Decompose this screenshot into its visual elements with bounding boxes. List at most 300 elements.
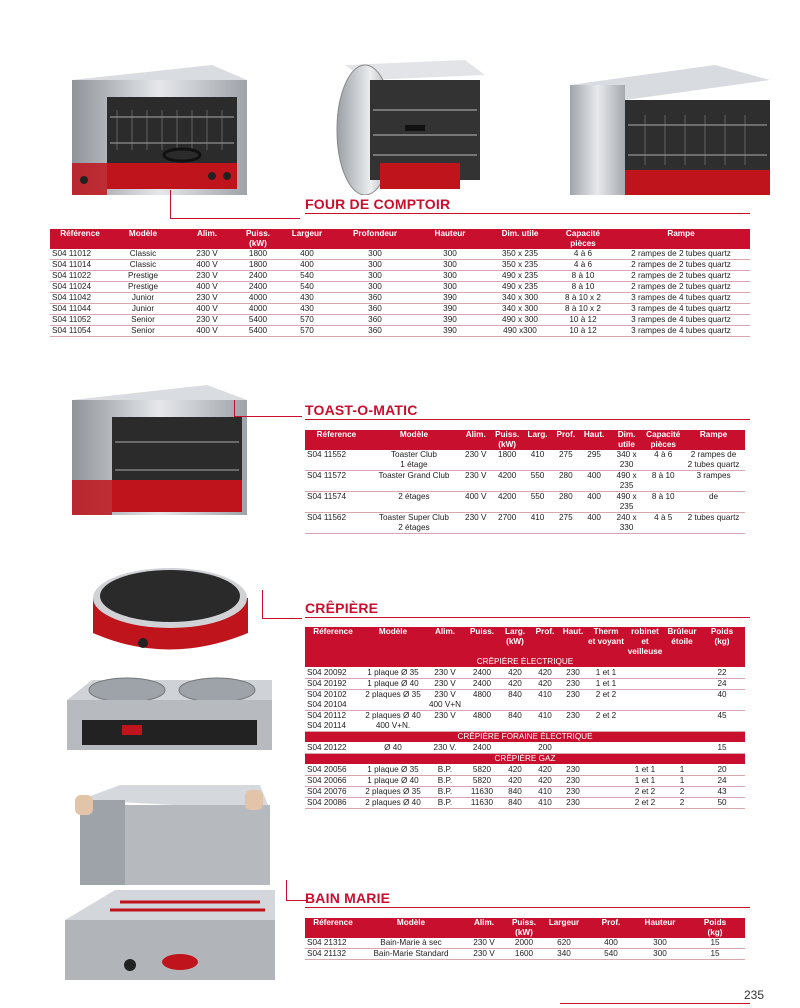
table-row xyxy=(50,293,750,304)
table-cell: 5820 xyxy=(465,765,499,776)
table-cell: 24 xyxy=(699,776,745,787)
table-cell: 4 à 5 xyxy=(644,513,682,534)
table-cell: 3 rampes de 4 tubes quartz xyxy=(612,326,750,337)
table-cell: 8 à 10 xyxy=(644,492,682,513)
table-cell: S04 20192 xyxy=(305,679,361,690)
table-cell: 2 xyxy=(665,787,699,798)
table-cell: 2400 xyxy=(238,282,278,293)
column-header: Modèle xyxy=(110,229,176,249)
table-cell: 230 xyxy=(559,690,587,711)
column-header: Puiss. (kW) xyxy=(491,430,522,450)
column-header: Poids (kg) xyxy=(685,918,745,938)
table-cell: 275 xyxy=(552,513,579,534)
table-cell: 15 xyxy=(685,938,745,949)
table-cell xyxy=(665,668,699,679)
table-cell: S04 20066 xyxy=(305,776,361,787)
table-cell: 230 xyxy=(559,679,587,690)
column-header: Réference xyxy=(305,430,368,450)
table-row xyxy=(305,798,745,809)
table-cell: 400 xyxy=(278,260,336,271)
table-cell: 230 xyxy=(559,711,587,732)
table-cell: 230 V xyxy=(176,271,238,282)
table-cell: 300 xyxy=(635,938,685,949)
table-cell: 230 xyxy=(559,787,587,798)
table-cell: S04 11054 xyxy=(50,326,110,337)
subgroup-label: CRÊPIÈRE ÉLECTRIQUE xyxy=(305,657,745,668)
table-cell: 10 à 12 xyxy=(554,326,612,337)
table-cell: 10 à 12 xyxy=(554,315,612,326)
table-cell: 2 plaques Ø 40 xyxy=(361,798,425,809)
table-cell xyxy=(559,743,587,754)
table-cell: 1 plaque Ø 40 xyxy=(361,679,425,690)
bain-callout-horizontal xyxy=(286,900,306,901)
column-header: Larg. (kW) xyxy=(499,627,531,657)
table-cell: 350 x 235 xyxy=(486,249,554,260)
table-row xyxy=(305,679,745,690)
table-cell: 230 V xyxy=(460,471,491,492)
toast-callout-vertical xyxy=(234,400,235,416)
table-cell: 3 rampes de 4 tubes quartz xyxy=(612,293,750,304)
table-cell: 4800 xyxy=(465,690,499,711)
table-cell: 1 xyxy=(665,765,699,776)
table-cell: 570 xyxy=(278,326,336,337)
table-cell: 230 V xyxy=(425,679,465,690)
table-row xyxy=(50,326,750,337)
table-cell: 11630 xyxy=(465,787,499,798)
table-cell: de xyxy=(682,492,745,513)
table-cell: 340 x 300 xyxy=(486,304,554,315)
table-row xyxy=(50,271,750,282)
table-cell: B.P. xyxy=(425,776,465,787)
column-header: Prof. xyxy=(531,627,559,657)
table-cell: S04 21132 xyxy=(305,949,361,960)
column-header: Puiss. (kW) xyxy=(507,918,541,938)
table-cell: 840 xyxy=(499,690,531,711)
table-cell: 8 à 10 x 2 xyxy=(554,304,612,315)
table-cell: 2400 xyxy=(465,668,499,679)
table-cell: 840 xyxy=(499,711,531,732)
table-row xyxy=(305,776,745,787)
table-cell: Junior xyxy=(110,304,176,315)
table-cell: 275 xyxy=(552,450,579,471)
table-cell: B.P. xyxy=(425,765,465,776)
table-cell: 400 xyxy=(587,938,635,949)
table-cell: S04 11024 xyxy=(50,282,110,293)
table-cell: S04 20056 xyxy=(305,765,361,776)
table-cell: 2 et 2 xyxy=(625,787,665,798)
table-cell: 2 plaques Ø 35 xyxy=(361,787,425,798)
table-cell: S04 11552 xyxy=(305,450,368,471)
table-cell: 230 V xyxy=(425,711,465,732)
table-row xyxy=(305,765,745,776)
table-cell: 2 et 2 xyxy=(625,798,665,809)
table-cell xyxy=(587,776,625,787)
table-cell xyxy=(587,787,625,798)
table-cell xyxy=(665,711,699,732)
table-cell xyxy=(587,798,625,809)
table-cell: 200 xyxy=(531,743,559,754)
table-cell: Toaster Grand Club xyxy=(368,471,460,492)
table-cell: 420 xyxy=(499,679,531,690)
subgroup-label: CRÊPIÈRE GAZ xyxy=(305,754,745,765)
table-cell: 490 x 235 xyxy=(486,271,554,282)
subgroup-header-row xyxy=(305,732,745,743)
table-cell: 2 plaques Ø 40 400 V+N. xyxy=(361,711,425,732)
table-cell: 490 x 235 xyxy=(486,282,554,293)
table-cell: 420 xyxy=(531,765,559,776)
table-row xyxy=(50,282,750,293)
table-cell: 230 V xyxy=(176,293,238,304)
table-cell: 2400 xyxy=(238,271,278,282)
table-cell: S04 11022 xyxy=(50,271,110,282)
table-cell: S04 20076 xyxy=(305,787,361,798)
column-header: Réference xyxy=(305,627,361,657)
table-cell: 2 tubes quartz xyxy=(682,513,745,534)
table-row xyxy=(305,668,745,679)
table-cell: 4200 xyxy=(491,492,522,513)
table-cell: 11630 xyxy=(465,798,499,809)
bain-section-title: BAIN MARIE xyxy=(305,890,391,906)
column-header: Poids (kg) xyxy=(699,627,745,657)
table-cell: 390 xyxy=(414,326,486,337)
column-header: Largeur xyxy=(278,229,336,249)
table-cell: 360 xyxy=(336,326,414,337)
table-cell: 300 xyxy=(414,260,486,271)
table-cell: 340 x 300 xyxy=(486,293,554,304)
table-cell: Prestige xyxy=(110,271,176,282)
table-cell: 300 xyxy=(414,282,486,293)
table-header-row xyxy=(305,918,745,938)
table-cell: 340 xyxy=(541,949,587,960)
column-header: Réference xyxy=(305,918,361,938)
subgroup-label: CRÊPIÈRE FORAINE ÉLECTRIQUE xyxy=(305,732,745,743)
table-cell: 50 xyxy=(699,798,745,809)
table-cell: 430 xyxy=(278,304,336,315)
table-cell: 1 et 1 xyxy=(587,668,625,679)
crepiere-callout-horizontal xyxy=(262,618,302,619)
column-header: Alim. xyxy=(460,430,491,450)
table-cell: 430 xyxy=(278,293,336,304)
countertop-oven-senior-image xyxy=(565,55,775,200)
table-cell: 540 xyxy=(278,271,336,282)
table-cell: 8 à 10 x 2 xyxy=(554,293,612,304)
table-cell: 570 xyxy=(278,315,336,326)
table-cell: 230 xyxy=(559,798,587,809)
table-cell: 840 xyxy=(499,787,531,798)
column-header: Rampe xyxy=(682,430,745,450)
table-cell: 390 xyxy=(414,315,486,326)
table-cell: 4000 xyxy=(238,304,278,315)
table-cell: 1 et 1 xyxy=(625,776,665,787)
column-header: Modèle xyxy=(368,430,460,450)
table-cell: 1 et 1 xyxy=(625,765,665,776)
table-cell: 410 xyxy=(531,798,559,809)
table-cell: 410 xyxy=(523,513,552,534)
page-number: 235 xyxy=(743,988,764,1002)
table-cell: 400 xyxy=(278,249,336,260)
table-cell: 4200 xyxy=(491,471,522,492)
table-cell: 2 rampes de 2 tubes quartz xyxy=(612,260,750,271)
table-cell: 230 V xyxy=(461,938,507,949)
subgroup-header-row xyxy=(305,657,745,668)
countertop-oven-prestige-image xyxy=(325,55,490,195)
table-cell: 340 x 230 xyxy=(609,450,645,471)
table-cell: 1 et 1 xyxy=(587,679,625,690)
table-cell: S04 11014 xyxy=(50,260,110,271)
table-cell: 280 xyxy=(552,471,579,492)
table-cell: 420 xyxy=(499,668,531,679)
column-header: Dim. utile xyxy=(609,430,645,450)
column-header: Modèle xyxy=(361,918,461,938)
column-header: Alim. xyxy=(176,229,238,249)
table-cell: Prestige xyxy=(110,282,176,293)
table-cell: 4000 xyxy=(238,293,278,304)
table-cell: 420 xyxy=(531,679,559,690)
table-cell: 2 xyxy=(665,798,699,809)
bottom-rule xyxy=(560,1003,750,1004)
table-cell: 2700 xyxy=(491,513,522,534)
toast-title-underline xyxy=(305,419,750,420)
table-cell: 2 étages xyxy=(368,492,460,513)
table-cell: 1 xyxy=(665,776,699,787)
table-cell: 24 xyxy=(699,679,745,690)
table-cell: 300 xyxy=(336,249,414,260)
table-cell: 620 xyxy=(541,938,587,949)
table-cell: 2000 xyxy=(507,938,541,949)
table-cell: S04 20086 xyxy=(305,798,361,809)
table-cell: S04 11042 xyxy=(50,293,110,304)
table-cell: 230 V xyxy=(176,315,238,326)
table-cell xyxy=(665,679,699,690)
toast-section-title: TOAST-O-MATIC xyxy=(305,402,418,418)
table-cell: 3 rampes xyxy=(682,471,745,492)
table-cell: Toaster Super Club 2 étages xyxy=(368,513,460,534)
table-cell: S04 21312 xyxy=(305,938,361,949)
table-cell: 410 xyxy=(531,787,559,798)
table-cell: 280 xyxy=(552,492,579,513)
column-header: Alim. xyxy=(425,627,465,657)
table-cell: 490 x300 xyxy=(486,326,554,337)
table-cell: S04 11572 xyxy=(305,471,368,492)
table-row xyxy=(50,260,750,271)
table-cell xyxy=(665,743,699,754)
crepiere-single-image xyxy=(88,548,253,663)
table-cell: 230 V xyxy=(425,668,465,679)
column-header: Alim. xyxy=(461,918,507,938)
column-header: Puiss. (kW) xyxy=(238,229,278,249)
table-cell: 490 x 235 xyxy=(609,471,645,492)
table-cell: S04 11012 xyxy=(50,249,110,260)
four-callout-horizontal xyxy=(170,218,300,219)
table-cell: 2 rampes de 2 tubes quartz xyxy=(612,271,750,282)
table-cell: 540 xyxy=(587,949,635,960)
four-title-underline xyxy=(305,213,750,214)
table-cell: 1600 xyxy=(507,949,541,960)
bain-callout-vertical xyxy=(286,880,287,900)
table-cell: B.P. xyxy=(425,787,465,798)
table-cell: Ø 40 xyxy=(361,743,425,754)
table-cell: 240 x 330 xyxy=(609,513,645,534)
table-cell: 230 xyxy=(559,776,587,787)
table-row xyxy=(305,690,745,711)
table-cell: 360 xyxy=(336,315,414,326)
column-header: Brûleur étoile xyxy=(665,627,699,657)
table-header-row xyxy=(305,627,745,657)
table-row xyxy=(305,513,745,534)
table-cell: 15 xyxy=(685,949,745,960)
table-cell: 4 à 6 xyxy=(644,450,682,471)
table-cell: 1 plaque Ø 35 xyxy=(361,765,425,776)
table-cell: 43 xyxy=(699,787,745,798)
table-cell: 1 plaque Ø 35 xyxy=(361,668,425,679)
table-row xyxy=(305,787,745,798)
table-cell: 550 xyxy=(523,492,552,513)
table-cell: 360 xyxy=(336,304,414,315)
table-cell: 15 xyxy=(699,743,745,754)
table-cell: 400 V xyxy=(460,492,491,513)
table-cell: 400 V xyxy=(176,282,238,293)
table-row xyxy=(50,304,750,315)
column-header: Prof. xyxy=(552,430,579,450)
table-cell: 5820 xyxy=(465,776,499,787)
table-cell: 1800 xyxy=(491,450,522,471)
table-cell: 2 rampes de 2 tubes quartz xyxy=(612,249,750,260)
table-cell: 410 xyxy=(523,450,552,471)
crepiere-double-image xyxy=(62,670,277,755)
table-cell: 230 xyxy=(559,668,587,679)
table-cell: Junior xyxy=(110,293,176,304)
table-cell: 4800 xyxy=(465,711,499,732)
table-cell: 550 xyxy=(523,471,552,492)
table-cell: 2 rampes de 2 tubes quartz xyxy=(612,282,750,293)
table-cell: 400 xyxy=(579,513,608,534)
table-cell: 360 xyxy=(336,293,414,304)
table-row xyxy=(305,711,745,732)
table-cell xyxy=(499,743,531,754)
column-header: Haut. xyxy=(579,430,608,450)
table-cell: 2400 xyxy=(465,679,499,690)
column-header: Larg. xyxy=(523,430,552,450)
table-cell: 2 plaques Ø 35 xyxy=(361,690,425,711)
table-cell: Bain-Marie Standard xyxy=(361,949,461,960)
table-cell: 300 xyxy=(635,949,685,960)
column-header: Largeur xyxy=(541,918,587,938)
table-cell: 230 V xyxy=(461,949,507,960)
table-cell xyxy=(625,711,665,732)
table-cell: 390 xyxy=(414,293,486,304)
table-cell: 400 xyxy=(579,471,608,492)
table-cell: S04 11044 xyxy=(50,304,110,315)
table-cell: 8 à 10 xyxy=(554,271,612,282)
table-cell: 1800 xyxy=(238,260,278,271)
table-cell: 8 à 10 xyxy=(554,282,612,293)
table-cell: 40 xyxy=(699,690,745,711)
table-cell: 490 x 235 xyxy=(609,492,645,513)
table-cell: S04 20102 S04 20104 xyxy=(305,690,361,711)
table-cell: 400 V xyxy=(176,326,238,337)
toast-callout-horizontal xyxy=(234,416,302,417)
table-cell: 2 et 2 xyxy=(587,690,625,711)
table-cell: 840 xyxy=(499,798,531,809)
four-spec-table xyxy=(50,229,750,337)
table-cell: 410 xyxy=(531,690,559,711)
table-cell: 230 xyxy=(559,765,587,776)
table-cell: 4 à 6 xyxy=(554,249,612,260)
table-cell: 1 plaque Ø 40 xyxy=(361,776,425,787)
table-cell: 3 rampes de 4 tubes quartz xyxy=(612,315,750,326)
table-cell: S04 20092 xyxy=(305,668,361,679)
table-cell xyxy=(625,679,665,690)
table-cell xyxy=(625,690,665,711)
table-row xyxy=(305,450,745,471)
crepiere-section-title: CRÊPIÈRE xyxy=(305,600,379,616)
table-row xyxy=(305,743,745,754)
bain-title-underline xyxy=(305,907,750,908)
table-row xyxy=(305,938,745,949)
table-cell: 5400 xyxy=(238,315,278,326)
column-header: robinet et veilleuse xyxy=(625,627,665,657)
column-header: Référence xyxy=(50,229,110,249)
column-header: Profondeur xyxy=(336,229,414,249)
table-row xyxy=(305,492,745,513)
table-cell: 390 xyxy=(414,304,486,315)
table-cell xyxy=(587,765,625,776)
column-header: Puiss. xyxy=(465,627,499,657)
column-header: Haut. xyxy=(559,627,587,657)
table-row xyxy=(50,315,750,326)
crepiere-spec-table xyxy=(305,627,745,809)
column-header: Prof. xyxy=(587,918,635,938)
table-row xyxy=(305,949,745,960)
toast-spec-table xyxy=(305,430,745,534)
table-cell: 300 xyxy=(336,282,414,293)
table-cell: 4 à 6 xyxy=(554,260,612,271)
table-cell: 420 xyxy=(499,765,531,776)
table-cell: 295 xyxy=(579,450,608,471)
table-cell: Toaster Club 1 étage xyxy=(368,450,460,471)
column-header: Rampe xyxy=(612,229,750,249)
table-row xyxy=(50,249,750,260)
table-cell: 20 xyxy=(699,765,745,776)
table-cell xyxy=(625,668,665,679)
table-cell: 420 xyxy=(531,776,559,787)
column-header: Capacité pièces xyxy=(554,229,612,249)
column-header: Dim. utile xyxy=(486,229,554,249)
table-cell: 2 rampes de 2 tubes quartz xyxy=(682,450,745,471)
toast-o-matic-image xyxy=(62,380,252,530)
table-cell: 420 xyxy=(499,776,531,787)
countertop-oven-classic-image xyxy=(62,55,252,205)
table-cell: 230 V xyxy=(460,450,491,471)
table-cell: Classic xyxy=(110,260,176,271)
four-callout-vertical xyxy=(170,190,171,218)
table-cell: S04 11052 xyxy=(50,315,110,326)
table-cell: 400 V xyxy=(176,260,238,271)
table-cell: Bain-Marie à sec xyxy=(361,938,461,949)
table-header-row xyxy=(50,229,750,249)
crepiere-callout-vertical xyxy=(262,590,263,618)
table-cell: 300 xyxy=(336,260,414,271)
table-cell: 8 à 10 xyxy=(644,471,682,492)
table-cell: B.P. xyxy=(425,798,465,809)
table-cell: 410 xyxy=(531,711,559,732)
table-cell: 5400 xyxy=(238,326,278,337)
table-cell: S04 11562 xyxy=(305,513,368,534)
table-cell: 2 et 2 xyxy=(587,711,625,732)
bain-spec-table xyxy=(305,918,745,960)
table-cell: Senior xyxy=(110,315,176,326)
table-cell: 230 V. xyxy=(425,743,465,754)
